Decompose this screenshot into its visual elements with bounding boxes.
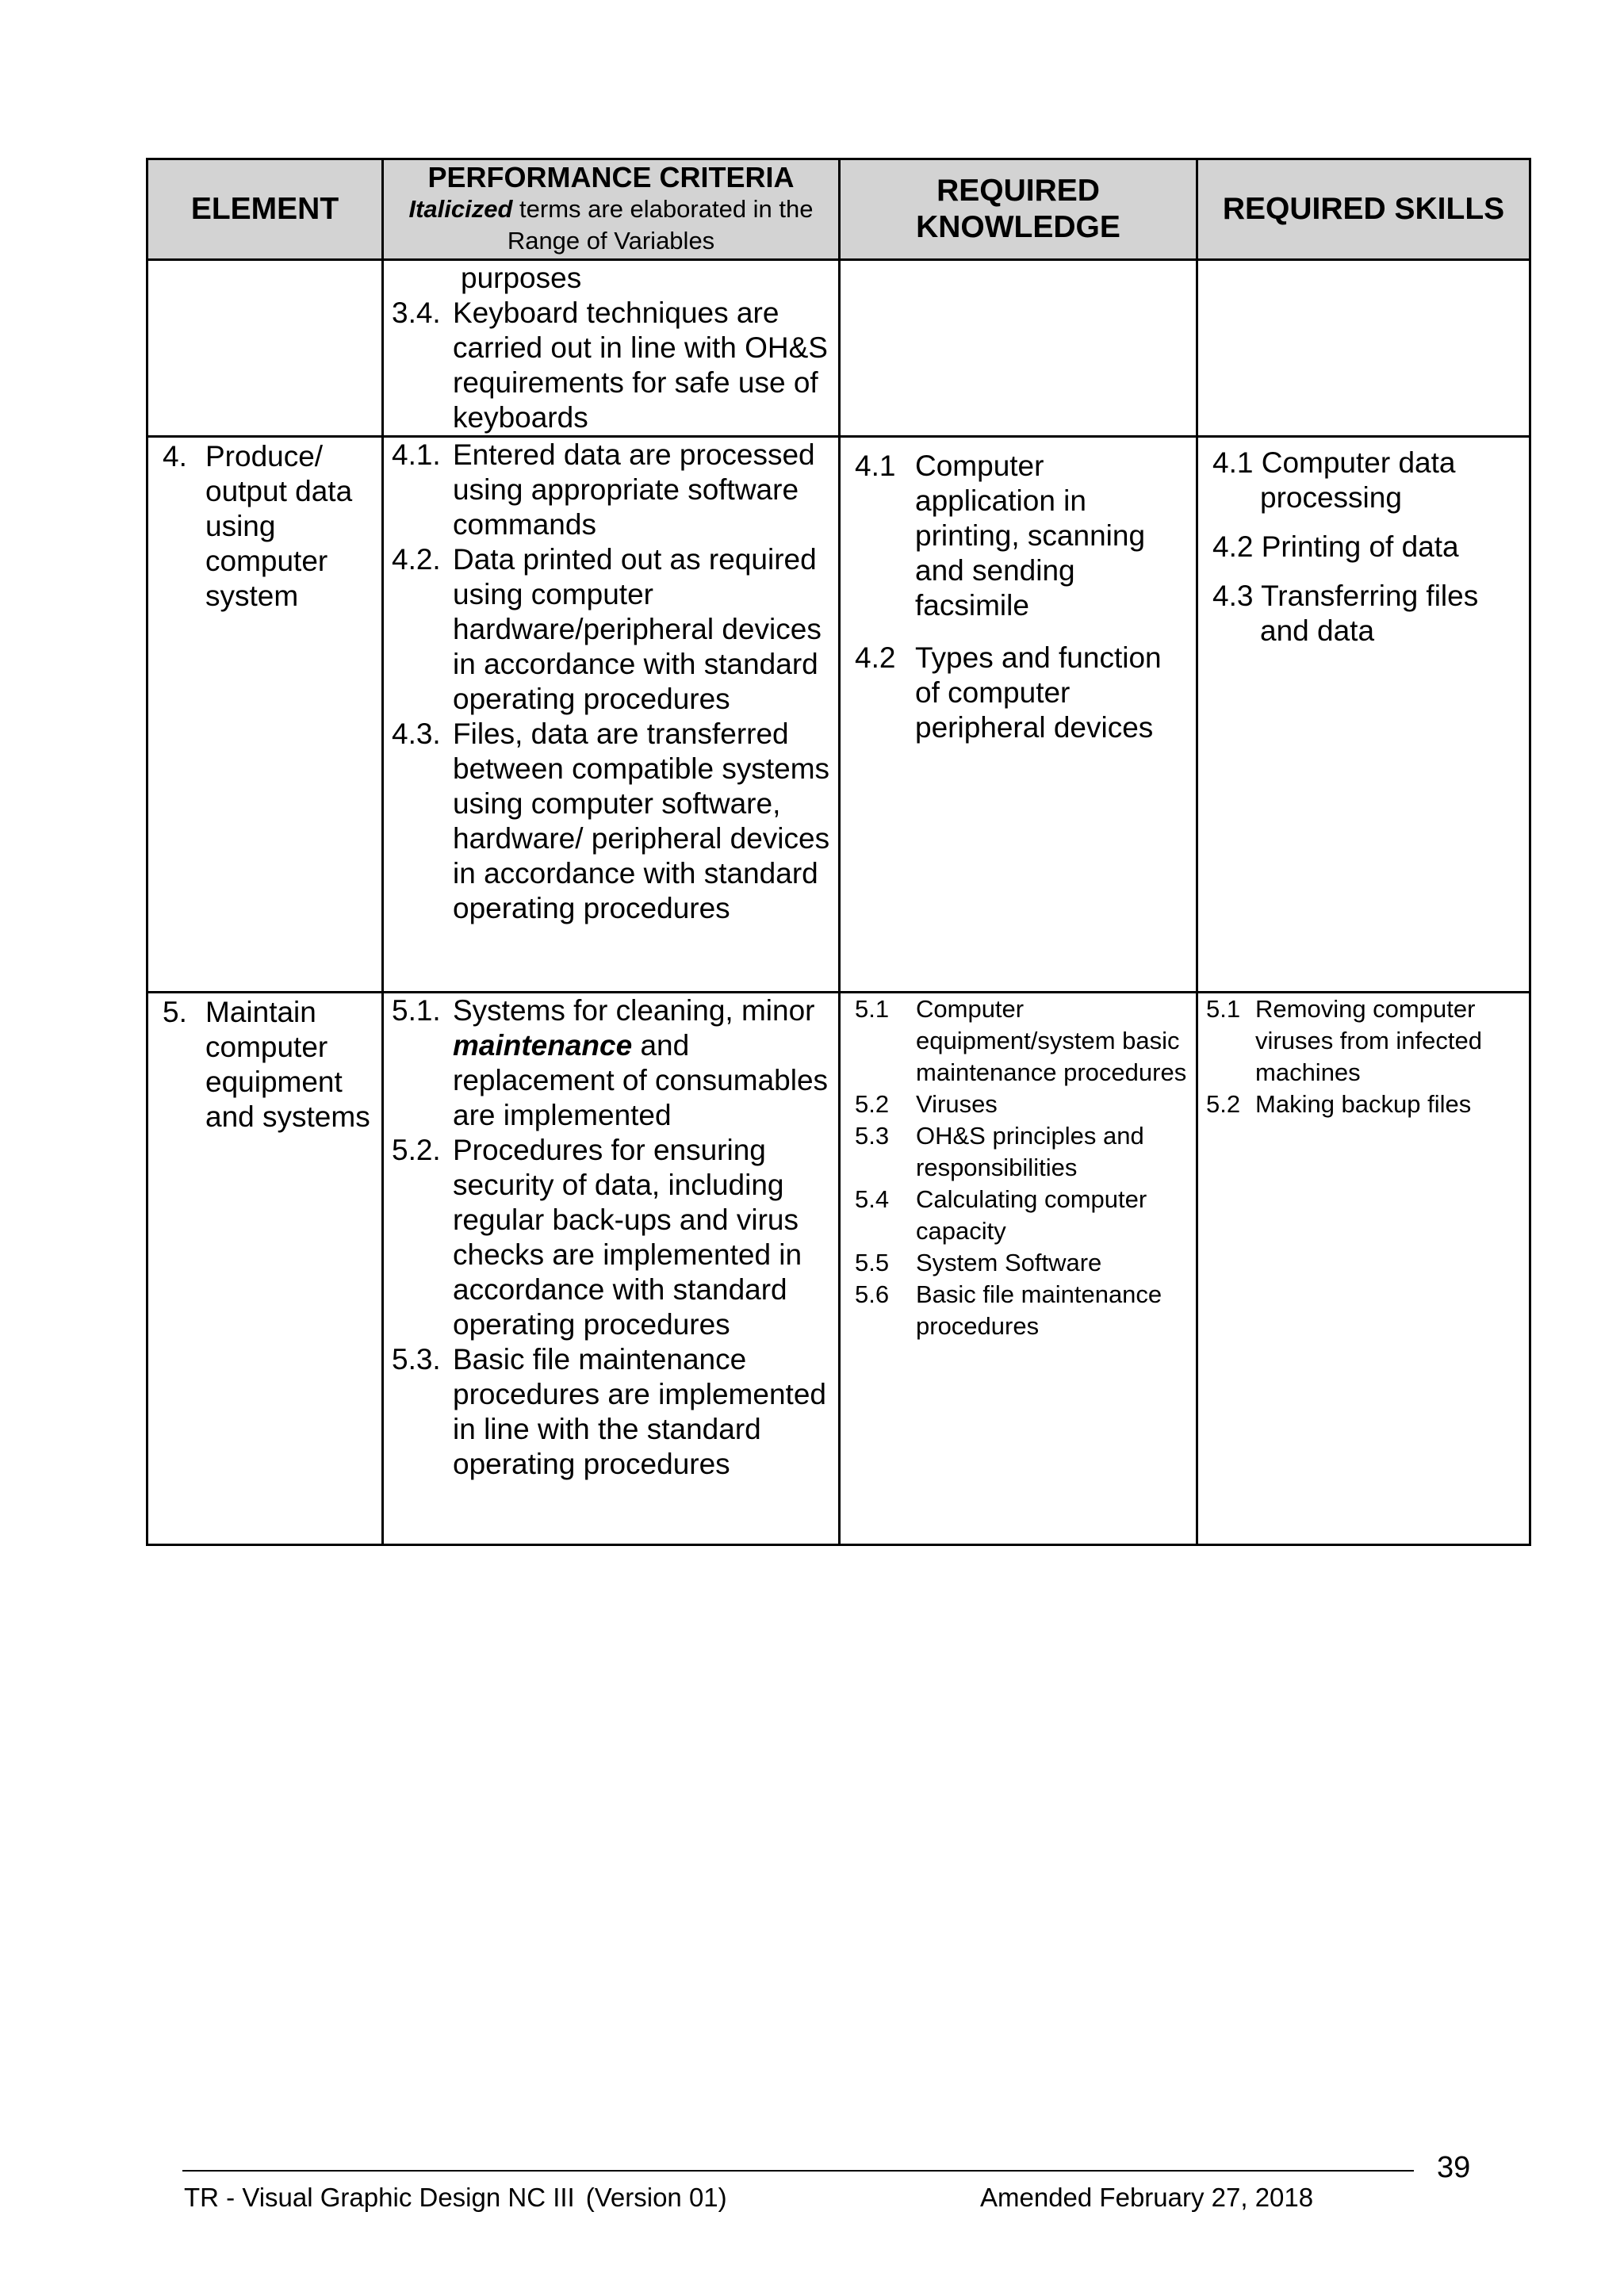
criteria-text: Data printed out as required using computer hardware/peripheral devices in accordance with standard operating procedures xyxy=(453,543,822,715)
element-cell xyxy=(147,437,383,993)
knowledge-text: Computer application in printing, scanning and sending facsimile xyxy=(915,450,1146,622)
italicized-term: maintenance xyxy=(453,1029,633,1062)
criteria-item xyxy=(392,542,832,717)
skills-cell xyxy=(1197,993,1530,1545)
skill-text: Computer data xyxy=(1261,446,1456,479)
header-performance-note-text: terms are elaborated in the Range of Variables xyxy=(507,195,814,254)
criteria-text: Keyboard techniques are carried out in line with OH&S requirements for safe use of keyboards xyxy=(453,297,828,434)
knowledge-number: 5.5 xyxy=(855,1249,890,1276)
criteria-text-after: and replacement of consumables are implemented xyxy=(453,1029,829,1131)
element-number: 5. xyxy=(163,996,187,1028)
criteria-text: Procedures for ensuring security of data, including regular back-ups and virus checks are implemented in accordance with standard operating procedures xyxy=(453,1134,802,1341)
knowledge-cell xyxy=(840,993,1197,1545)
header-performance-title: PERFORMANCE CRITERIA xyxy=(427,161,795,193)
criteria-continuation: purposes xyxy=(461,262,582,294)
criteria-number: 4.2. xyxy=(392,543,441,576)
element-label: Maintain computer equipment and systems xyxy=(205,996,370,1133)
knowledge-item xyxy=(855,1120,1191,1184)
criteria-text xyxy=(453,993,832,1133)
element-number: 4. xyxy=(163,440,187,473)
knowledge-item xyxy=(855,449,1189,623)
skill-item xyxy=(1206,1089,1522,1120)
criteria-cell xyxy=(383,260,840,437)
table-row xyxy=(147,437,1530,993)
skill-number: 4.1 xyxy=(1212,446,1254,479)
knowledge-item xyxy=(855,641,1189,745)
knowledge-text: OH&S principles and responsibilities xyxy=(916,1122,1144,1181)
criteria-text-before: Systems for cleaning, minor xyxy=(453,994,815,1027)
table-header-row xyxy=(147,159,1530,260)
italicized-word: Italicized xyxy=(408,195,513,223)
criteria-text: Entered data are processed using appropriate software commands xyxy=(453,438,815,541)
criteria-number: 5.1. xyxy=(392,994,441,1027)
knowledge-text: Computer equipment/system basic maintenance procedures xyxy=(916,995,1187,1086)
skills-cell xyxy=(1197,260,1530,437)
knowledge-number: 5.6 xyxy=(855,1280,890,1308)
element-label: Produce/ output data using computer system xyxy=(205,440,353,612)
criteria-text: Basic file maintenance procedures are implemented in line with the standard operating procedures xyxy=(453,1343,826,1480)
skill-text: Printing of data xyxy=(1261,530,1459,563)
criteria-item xyxy=(392,717,832,926)
criteria-cell xyxy=(383,437,840,993)
criteria-number: 4.1. xyxy=(392,438,441,471)
table-row xyxy=(147,993,1530,1545)
skill-text: Transferring files xyxy=(1261,580,1479,612)
header-performance-criteria xyxy=(383,159,840,260)
knowledge-text: Basic file maintenance procedures xyxy=(916,1280,1162,1340)
footer-version: (Version 01) xyxy=(585,2183,727,2212)
footer-divider xyxy=(182,2170,1414,2172)
criteria-number: 3.4. xyxy=(392,297,441,329)
knowledge-item xyxy=(855,1279,1191,1342)
skill-number: 4.3 xyxy=(1212,580,1254,612)
knowledge-cell xyxy=(840,437,1197,993)
knowledge-item xyxy=(855,1089,1191,1120)
header-element-label: ELEMENT xyxy=(190,192,339,226)
skill-number: 5.1 xyxy=(1206,995,1241,1023)
skill-text-continued: and data xyxy=(1260,614,1375,647)
footer-title xyxy=(184,2182,727,2214)
skill-text: Making backup files xyxy=(1255,1090,1472,1118)
knowledge-number: 5.1 xyxy=(855,995,890,1023)
knowledge-number: 4.1 xyxy=(855,450,896,482)
criteria-item xyxy=(392,296,832,435)
footer-document-title: TR - Visual Graphic Design NC III xyxy=(184,2183,575,2212)
skill-number: 4.2 xyxy=(1212,530,1254,563)
competency-table xyxy=(146,158,1531,1546)
knowledge-text: Types and function of computer peripheral devices xyxy=(915,641,1162,744)
element-cell xyxy=(147,260,383,437)
criteria-item xyxy=(392,1133,832,1342)
knowledge-text: Calculating computer capacity xyxy=(916,1185,1147,1245)
skills-cell xyxy=(1197,437,1530,993)
knowledge-item xyxy=(855,1247,1191,1279)
knowledge-number: 5.2 xyxy=(855,1090,890,1118)
knowledge-number: 4.2 xyxy=(855,641,896,674)
header-skills-label: REQUIRED SKILLS xyxy=(1222,192,1505,226)
knowledge-text: System Software xyxy=(916,1249,1102,1276)
skill-number: 5.2 xyxy=(1206,1090,1241,1118)
criteria-text: Files, data are transferred between compatible systems using computer software, hardware/ peripheral devices in accordance with standard operating procedures xyxy=(453,718,830,924)
knowledge-cell xyxy=(840,260,1197,437)
knowledge-item xyxy=(855,993,1191,1089)
skill-item xyxy=(1212,446,1522,515)
header-knowledge-label: REQUIRED KNOWLEDGE xyxy=(916,174,1120,244)
page-number: 39 xyxy=(1437,2151,1471,2184)
header-performance-note xyxy=(384,193,838,257)
element-cell xyxy=(147,993,383,1545)
criteria-item xyxy=(392,993,832,1133)
knowledge-item xyxy=(855,1184,1191,1247)
criteria-item xyxy=(392,1342,832,1482)
criteria-item xyxy=(392,438,832,542)
skill-text: Removing computer viruses from infected machines xyxy=(1255,995,1482,1086)
header-required-knowledge xyxy=(840,159,1197,260)
criteria-number: 5.3. xyxy=(392,1343,441,1376)
skill-text-continued: processing xyxy=(1260,481,1402,514)
criteria-number: 5.2. xyxy=(392,1134,441,1166)
table-row xyxy=(147,260,1530,437)
criteria-number: 4.3. xyxy=(392,718,441,750)
header-element xyxy=(147,159,383,260)
footer-amended-date: Amended February 27, 2018 xyxy=(980,2183,1314,2212)
knowledge-number: 5.4 xyxy=(855,1185,890,1213)
knowledge-number: 5.3 xyxy=(855,1122,890,1150)
knowledge-text: Viruses xyxy=(916,1090,998,1118)
skill-item xyxy=(1212,579,1522,649)
header-required-skills xyxy=(1197,159,1530,260)
skill-item xyxy=(1212,530,1522,564)
skill-item xyxy=(1206,993,1522,1089)
criteria-cell xyxy=(383,993,840,1545)
